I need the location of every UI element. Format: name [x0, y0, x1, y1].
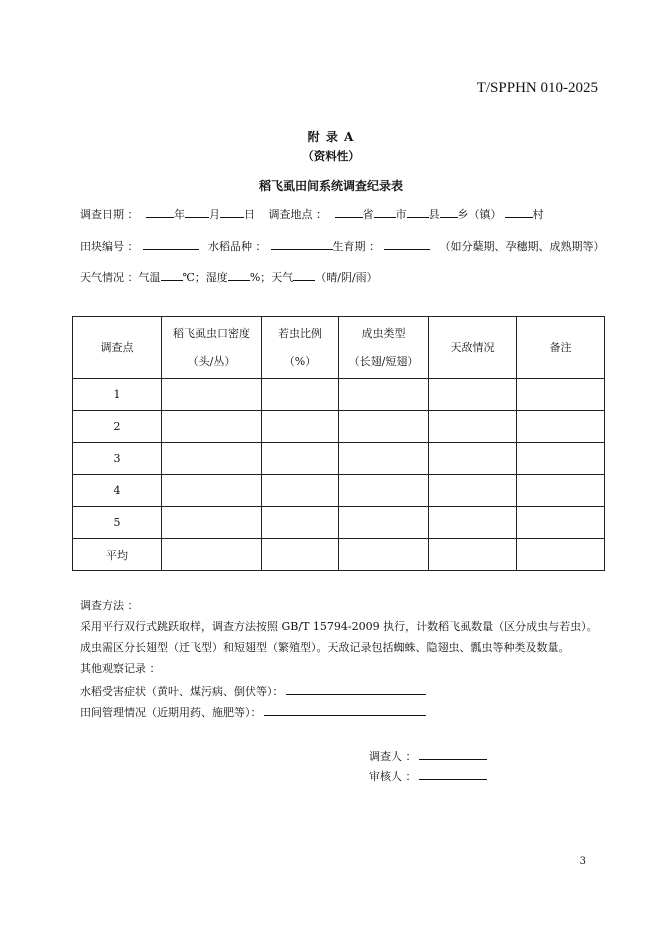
method-text-1: 采用平行双行式跳跃取样，调查方法按照 GB/T 15794-2009 执行，计数稻飞虱数量（区分成虫与若虫）。 — [80, 620, 598, 633]
row-label: 5 — [73, 507, 162, 539]
weather-line — [80, 269, 378, 285]
location-label: 调查地点 ： — [268, 208, 327, 221]
table-cell[interactable] — [429, 379, 517, 411]
management-blank — [264, 704, 426, 716]
standard-code: T/SPPHN 010-2025 — [476, 80, 598, 96]
table-cell[interactable] — [339, 443, 429, 475]
header-survey-point: 调查点 — [73, 317, 162, 379]
town-label: 乡（镇） — [457, 208, 502, 221]
table-cell[interactable] — [339, 507, 429, 539]
table-cell[interactable] — [262, 475, 339, 507]
row-label: 平均 — [73, 539, 162, 571]
table-cell[interactable] — [429, 411, 517, 443]
humidity-unit: %；天气 — [249, 271, 294, 284]
humidity-blank — [228, 269, 250, 281]
table-cell[interactable] — [429, 475, 517, 507]
table-cell[interactable] — [162, 475, 262, 507]
header-nymph-ratio: 若虫比例 （%） — [262, 317, 339, 379]
month-blank — [185, 206, 209, 218]
weather-blank — [293, 269, 315, 281]
header-density: 稻飞虱虫口密度 （头/丛） — [162, 317, 262, 379]
table-cell[interactable] — [429, 539, 517, 571]
investigator-blank — [419, 748, 487, 760]
damage-blank — [286, 683, 426, 695]
table-cell[interactable] — [429, 507, 517, 539]
table-row — [73, 539, 605, 571]
table-cell[interactable] — [517, 411, 605, 443]
village-blank — [505, 206, 533, 218]
city-blank — [374, 206, 396, 218]
management-label: 田间管理情况（近期用药、施肥等）： — [80, 706, 262, 719]
table-row — [73, 443, 605, 475]
appendix-label: 附 录 A — [307, 130, 355, 144]
table-cell[interactable] — [262, 539, 339, 571]
table-row — [73, 507, 605, 539]
management-line — [80, 704, 426, 720]
damage-label: 水稻受害症状（黄叶、煤污病、倒伏等）： — [80, 685, 284, 698]
weather-label: 天气情况 ：气温 — [80, 271, 161, 284]
investigator-line — [369, 748, 487, 764]
method-text-2: 成虫需区分长翅型（迁飞型）和短翅型（繁殖型）。天敌记录包括蜘蛛、隐翅虫、瓢虫等种类及数量。 — [80, 641, 570, 654]
table-cell[interactable] — [262, 507, 339, 539]
row-label: 2 — [73, 411, 162, 443]
row-label: 3 — [73, 443, 162, 475]
table-cell[interactable] — [429, 443, 517, 475]
table-cell[interactable] — [517, 475, 605, 507]
header-remarks: 备注 — [517, 317, 605, 379]
day-blank — [220, 206, 244, 218]
method-label: 调查方法 ： — [80, 599, 139, 612]
stage-hint: （如分蘖期、孕穗期、成熟期等） — [439, 240, 605, 253]
month-label: 月 — [209, 208, 220, 221]
table-cell[interactable] — [162, 443, 262, 475]
table-row — [73, 411, 605, 443]
damage-line — [80, 683, 426, 699]
variety-blank — [271, 238, 333, 250]
table-cell[interactable] — [517, 379, 605, 411]
table-cell[interactable] — [162, 507, 262, 539]
table-cell[interactable] — [517, 443, 605, 475]
reviewer-label: 审核人 ： — [369, 770, 417, 783]
header-adult-type: 成虫类型 （长翅/短翅） — [339, 317, 429, 379]
field-info-line — [80, 238, 605, 254]
form-title: 稻飞虱田间系统调查纪录表 — [258, 179, 403, 193]
field-label: 田块编号 ： — [80, 240, 139, 253]
table-cell[interactable] — [162, 539, 262, 571]
year-label: 年 — [174, 208, 185, 221]
county-label: 县 — [428, 208, 440, 221]
appendix-nature: （资料性） — [302, 149, 360, 163]
table-cell[interactable] — [339, 475, 429, 507]
row-label: 4 — [73, 475, 162, 507]
stage-blank — [384, 238, 430, 250]
town-blank — [440, 206, 458, 218]
table-header-row — [73, 317, 605, 379]
date-location-line — [80, 206, 544, 222]
village-label: 村 — [532, 208, 544, 221]
survey-table — [72, 316, 604, 571]
field-blank — [143, 238, 199, 250]
temperature-unit: ℃；湿度 — [182, 271, 228, 284]
province-label: 省 — [362, 208, 374, 221]
reviewer-blank — [419, 768, 487, 780]
page-number: 3 — [579, 856, 586, 867]
table-cell[interactable] — [517, 507, 605, 539]
reviewer-line — [369, 768, 487, 784]
table-row — [73, 379, 605, 411]
table-cell[interactable] — [339, 379, 429, 411]
table-cell[interactable] — [339, 411, 429, 443]
table-row — [73, 475, 605, 507]
table-cell[interactable] — [262, 411, 339, 443]
investigator-label: 调查人 ： — [369, 750, 417, 763]
header-natural-enemy: 天敌情况 — [429, 317, 517, 379]
county-blank — [407, 206, 429, 218]
other-observations-label: 其他观察记录 ： — [80, 662, 161, 675]
stage-label: 生育期 ： — [332, 240, 380, 253]
day-label: 日 — [244, 208, 255, 221]
city-label: 市 — [395, 208, 407, 221]
table-cell[interactable] — [162, 411, 262, 443]
province-blank — [335, 206, 363, 218]
table-cell[interactable] — [262, 443, 339, 475]
year-blank — [146, 206, 174, 218]
date-label: 调查日期 ： — [80, 208, 139, 221]
table-cell[interactable] — [162, 379, 262, 411]
weather-hint: （晴/阴/雨） — [315, 271, 378, 284]
variety-label: 水稻品种 ： — [208, 240, 267, 253]
temperature-blank — [161, 269, 183, 281]
table-cell[interactable] — [339, 539, 429, 571]
table-cell[interactable] — [517, 539, 605, 571]
table-cell[interactable] — [262, 379, 339, 411]
row-label: 1 — [73, 379, 162, 411]
